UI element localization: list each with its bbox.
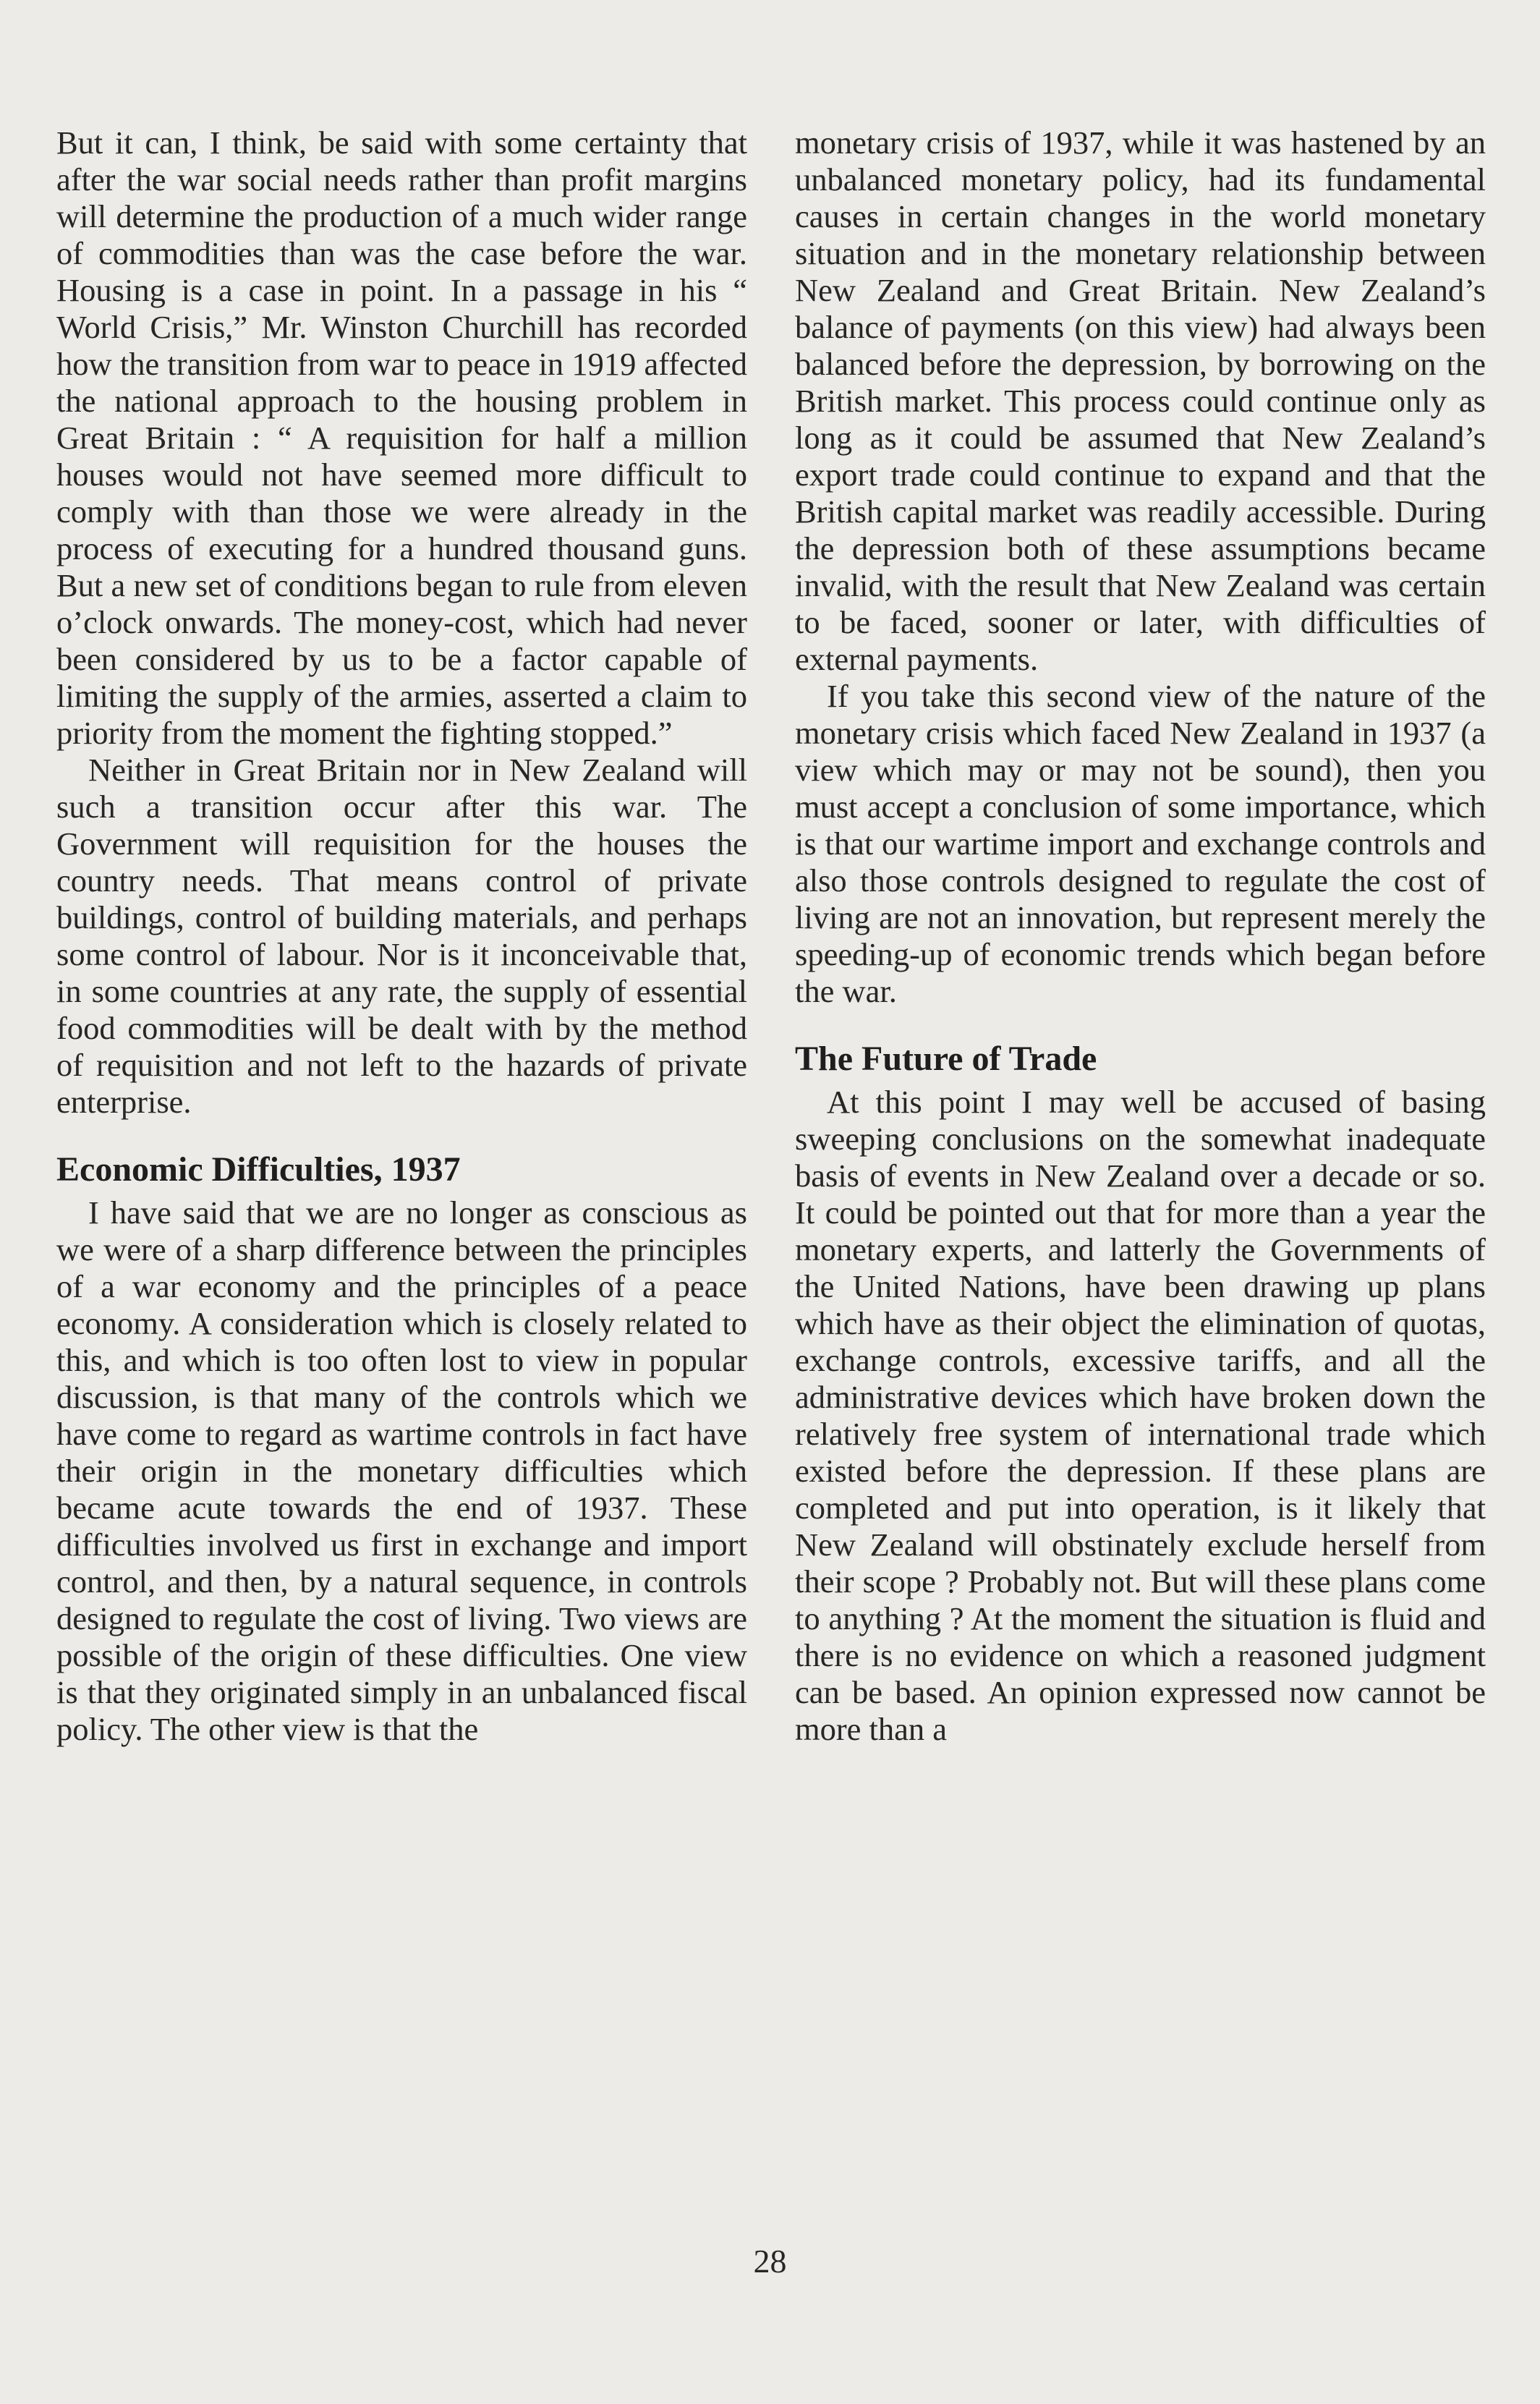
left-paragraph-2: Neither in Great Britain nor in New Zealand will such a transition occur after this war. The Government will requisition for the houses the country needs. That means control of private buildings, control of building materials, and perhaps some control of labour. Nor is it inconceivable that, in some countries at any rate, the supply of essential food commodities will be dealt with by the method of requisition and not left to the hazards of private enterprise. xyxy=(56,752,747,1120)
right-paragraph-2: If you take this second view of the nature of the monetary crisis which faced New Zealand in 1937 (a view which may or may not be sound), then you must accept a conclusion of some importance, which is that our wartime import and exchange controls and also those controls designed to regulate the cost of living are not an innovation, but represent merely the speeding-up of economic trends which began before the war. xyxy=(795,678,1486,1009)
left-paragraph-3: I have said that we are no longer as conscious as we were of a sharp difference between the principles of a war economy and the principles of a peace economy. A consideration which is closely related to this, and which is too often lost to view in popular discussion, is that many of the controls which we have come to regard as wartime controls in fact have their origin in the monetary difficulties which became acute towards the end of 1937. These difficulties involved us first in exchange and import control, and then, by a natural sequence, in controls designed to regulate the cost of living. Two views are possible of the origin of these difficulties. One view is that they originated simply in an unbalanced fiscal policy. The other view is that the xyxy=(56,1194,747,1747)
right-column xyxy=(795,124,1486,1748)
page-number: 28 xyxy=(753,2243,787,2280)
right-paragraph-1: monetary crisis of 1937, while it was hastened by an unbalanced monetary policy, had its fundamental causes in certain changes in the world monetary situation and in the monetary relationship between New Zealand and Great Britain. New Zealand’s balance of payments (on this view) had always been balanced before the depression, by borrowing on the British market. This process could continue only as long as it could be assumed that New Zealand’s export trade could continue to expand and that the British capital market was readily accessible. During the depression both of these assumptions became invalid, with the result that New Zealand was certain to be faced, sooner or later, with difficulties of external payments. xyxy=(795,124,1486,677)
left-column xyxy=(56,124,747,1748)
section-heading-future-of-trade: The Future of Trade xyxy=(795,1040,1097,1078)
left-paragraph-1: But it can, I think, be said with some certainty that after the war social needs rather than profit margins will determine the production of a much wider range of commodities than was the case before the war. Housing is a case in point. In a passage in his “ World Crisis,” Mr. Winston Churchill has recorded how the transition from war to peace in 1919 affected the national approach to the housing problem in Great Britain : “ A requisition for half a million houses would not have seemed more difficult to comply with than those we were already in the process of executing for a hundred thousand guns. But a new set of conditions began to rule from eleven o’clock onwards. The money-cost, which had never been considered by us to be a factor capable of limiting the supply of the armies, asserted a claim to priority from the moment the fighting stopped.” xyxy=(56,124,747,751)
section-heading-economic-difficulties: Economic Difficulties, 1937 xyxy=(56,1150,461,1189)
right-paragraph-3: At this point I may well be accused of basing sweeping conclusions on the somewhat inadequate basis of events in New Zealand over a decade or so. It could be pointed out that for more than a year the monetary experts, and latterly the Governments of the United Nations, have been drawing up plans which have as their object the elimination of quotas, exchange controls, excessive tariffs, and all the administrative devices which have broken down the relatively free system of international trade which existed before the depression. If these plans are completed and put into operation, is it likely that New Zealand will obstinately exclude herself from their scope ? Probably not. But will these plans come to anything ? At the moment the situation is fluid and there is no evidence on which a reasoned judgment can be based. An opinion expressed now cannot be more than a xyxy=(795,1084,1486,1747)
